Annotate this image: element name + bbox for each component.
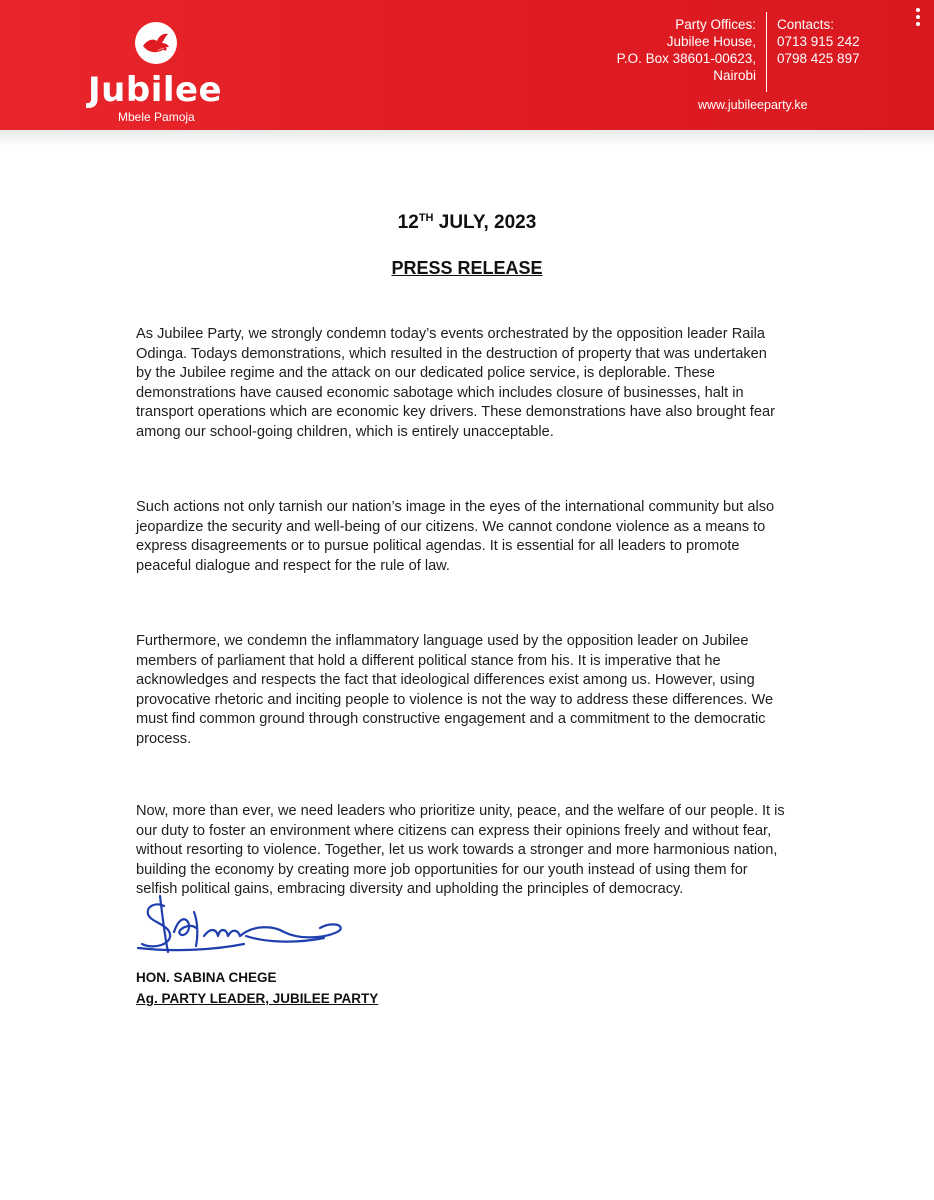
text-line: jeopardize the security and well-being of our citizens. We cannot condone violence as a means to <box>136 518 766 535</box>
paragraph-3 <box>136 632 816 749</box>
offices-line: P.O. Box 38601-00623, <box>616 51 756 66</box>
offices-line: Jubilee House, <box>666 34 756 49</box>
paragraph-4 <box>136 802 816 900</box>
text-line: Odinga. Todays demonstrations, which resulted in the destruction of property that was undertaken <box>136 345 767 362</box>
brand-name: Jubilee <box>88 70 223 110</box>
text-line: demonstrations have caused economic sabotage which includes closure of businesses, halt in <box>136 384 744 401</box>
party-contacts <box>777 16 887 67</box>
dove-logo-icon <box>135 22 177 64</box>
text-line: Such actions not only tarnish our nation’s image in the eyes of the international community but also <box>136 499 775 515</box>
header-divider <box>766 12 767 92</box>
party-offices <box>556 16 756 84</box>
header-shadow <box>0 130 934 146</box>
text-line: must find common ground through constructive engagement and a commitment to the democratic <box>136 711 766 727</box>
text-line: members of parliament that hold a different political stance from his. It is imperative that he <box>136 652 721 669</box>
signer-name: HON. SABINA CHEGE <box>136 970 277 985</box>
website-link[interactable]: www.jubileeparty.ke <box>698 98 808 112</box>
text-line: among our school-going children, which is entirely unacceptable. <box>136 423 554 440</box>
text-line: provocative rhetoric and inciting people to violence is not the way to address these differences. We <box>136 691 774 708</box>
phone-number: 0713 915 242 <box>777 34 860 49</box>
text-line: transport operations which are economic key drivers. These demonstrations have also brought fear <box>136 404 775 420</box>
text-line: our duty to foster an environment where citizens can express their opinions freely and without fear, <box>136 822 772 839</box>
offices-line: Party Offices: <box>675 17 756 32</box>
paragraph-2 <box>136 498 816 576</box>
text-line: selfish political gains, embracing diversity and upholding the principles of democracy. <box>136 881 684 897</box>
handwritten-signature <box>134 892 354 962</box>
contacts-label: Contacts: <box>777 17 835 32</box>
text-line: building the economy by creating more job opportunities for our youth instead of using them for <box>136 861 748 878</box>
text-line: without resorting to violence. Together, let us work towards a stronger and more harmonious nation, <box>136 842 778 858</box>
text-line: express disagreements or to pursue political agendas. It is essential for all leaders to promote <box>136 538 740 554</box>
text-line: peaceful dialogue and respect for the rule of law. <box>136 557 450 574</box>
more-options-icon[interactable] <box>912 8 924 29</box>
letterhead <box>0 0 934 130</box>
text-line: acknowledges and respects the fact that ideological differences exist among us. However, using <box>136 672 755 688</box>
text-line: by the Jubilee regime and the attack on our dedicated police service, is deplorable. These <box>136 365 715 381</box>
phone-number: 0798 425 897 <box>777 51 860 66</box>
signer-title: Ag. PARTY LEADER, JUBILEE PARTY <box>136 991 379 1006</box>
text-line: Now, more than ever, we need leaders who prioritize unity, peace, and the welfare of our people. It is <box>136 803 785 819</box>
text-line: process. <box>136 730 192 747</box>
brand-tagline: Mbele Pamoja <box>118 110 195 124</box>
page-title: PRESS RELEASE <box>391 258 543 278</box>
release-date: 12TH JULY, 2023 <box>397 212 537 233</box>
offices-line: Nairobi <box>713 68 756 83</box>
text-line: As Jubilee Party, we strongly condemn today’s events orchestrated by the opposition leader Raila <box>136 326 765 342</box>
text-line: Furthermore, we condemn the inflammatory language used by the opposition leader on Jubilee <box>136 633 749 649</box>
paragraph-1 <box>136 325 816 442</box>
